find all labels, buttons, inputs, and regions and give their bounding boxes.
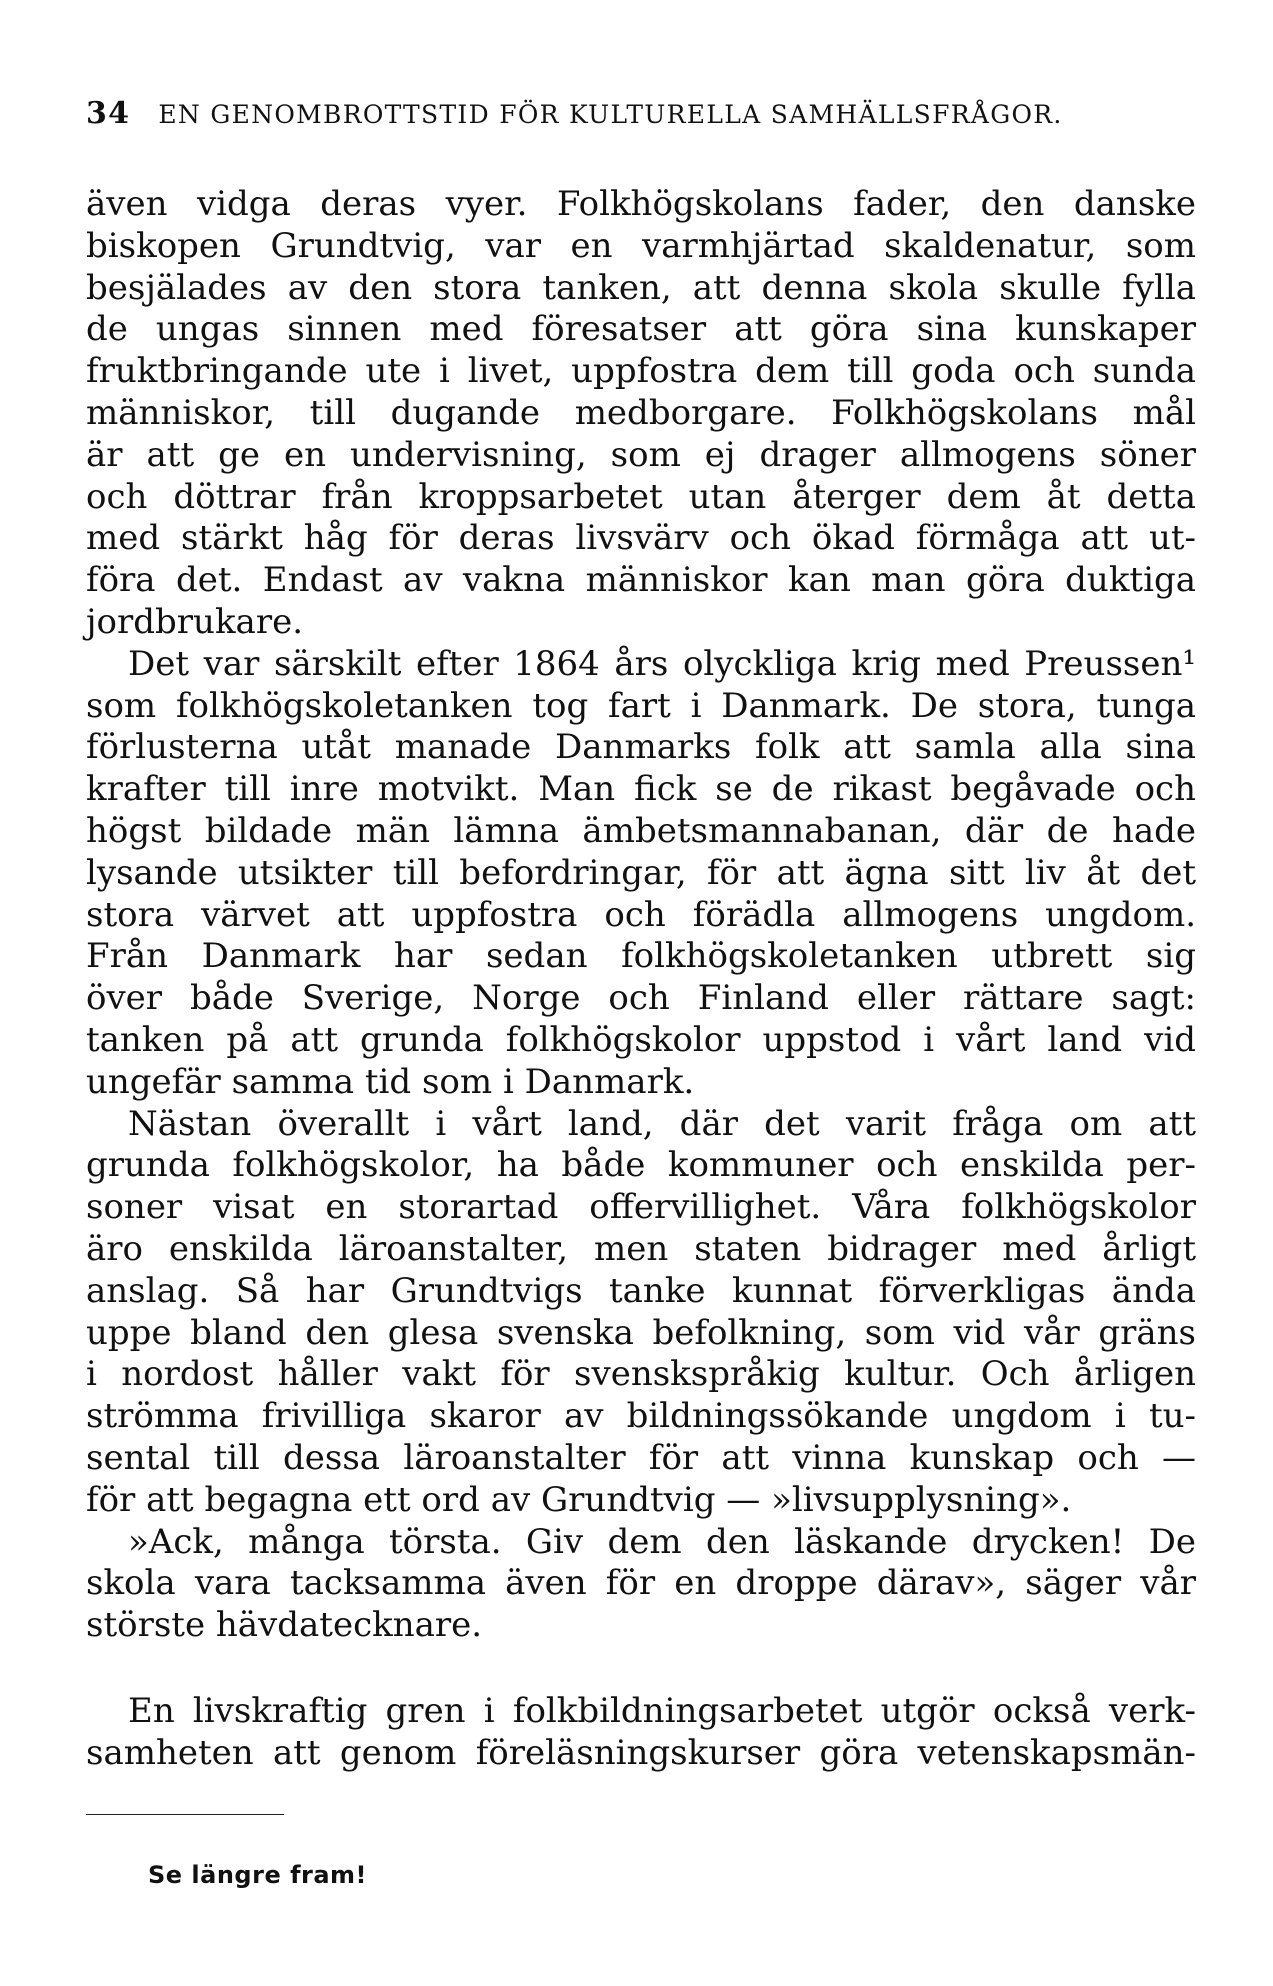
text-line: fruktbringande ute i livet, uppfostra dem till goda och sunda bbox=[86, 351, 1196, 392]
text-line: »Ack, många törsta. Giv dem den läskande drycken! De bbox=[128, 1521, 1196, 1562]
text-line: besjälades av den stora tanken, att denna skola skulle fylla bbox=[86, 267, 1196, 308]
body-text bbox=[86, 184, 1196, 1774]
text-line: över både Sverige, Norge och Finland eller rättare sagt: bbox=[86, 978, 1196, 1019]
text-line: är att ge en undervisning, som ej drager allmogens söner bbox=[86, 434, 1196, 475]
text-line: som folkhögskoletanken tog fart i Danmark. De stora, tunga bbox=[86, 685, 1196, 726]
text-line: En livskraftig gren i folkbildningsarbetet utgör också verk- bbox=[128, 1690, 1196, 1731]
text-line: äro enskilda läroanstalter, men staten bidrager med årligt bbox=[86, 1228, 1196, 1269]
text-line: Från Danmark har sedan folkhögskoletanken utbrett sig bbox=[86, 936, 1196, 977]
text-line: biskopen Grundtvig, var en varmhjärtad skaldenatur, som bbox=[86, 225, 1196, 266]
text-line: med stärkt håg för deras livsvärv och ökad förmåga att ut- bbox=[86, 518, 1196, 559]
text-line: föra det. Endast av vakna människor kan man göra duktiga bbox=[86, 560, 1196, 601]
text-line: högst bildade män lämna ämbetsmannabanan, där de hade bbox=[86, 810, 1196, 851]
text-line: störste hävdatecknare. bbox=[86, 1605, 483, 1646]
text-line: anslag. Så har Grundtvigs tanke kunnat förverkligas ända bbox=[86, 1270, 1196, 1311]
text-line: skola vara tacksamma även för en droppe därav», säger vår bbox=[86, 1563, 1196, 1604]
text-line: Det var särskilt efter 1864 års olyckliga krig med Preussen¹ bbox=[128, 643, 1196, 684]
text-line: strömma frivilliga skaror av bildningssökande ungdom i tu- bbox=[86, 1396, 1196, 1437]
text-line: för att begagna ett ord av Grundtvig — »livsupplysning». bbox=[86, 1479, 1072, 1520]
text-line: Nästan överallt i vårt land, där det varit fråga om att bbox=[128, 1103, 1196, 1144]
text-line: även vidga deras vyer. Folkhögskolans fader, den danske bbox=[86, 184, 1196, 224]
text-line: lysande utsikter till befordringar, för att ägna sitt liv åt det bbox=[86, 852, 1196, 893]
text-line: i nordost håller vakt för svenskspråkig kultur. Och årligen bbox=[86, 1354, 1196, 1395]
text-line: människor, till dugande medborgare. Folkhögskolans mål bbox=[86, 392, 1196, 433]
footnote: Se längre fram! bbox=[148, 1861, 367, 1889]
running-header bbox=[86, 96, 1196, 131]
text-line: stora värvet att uppfostra och förädla allmogens ungdom. bbox=[86, 894, 1196, 935]
text-line: de ungas sinnen med föresatser att göra sina kunskaper bbox=[86, 309, 1196, 350]
text-line: krafter till inre motvikt. Man fick se de rikast begåvade och bbox=[86, 769, 1196, 810]
page-number: 34 bbox=[86, 96, 131, 131]
text-line: uppe bland den glesa svenska befolkning, som vid vår gräns bbox=[86, 1312, 1196, 1353]
text-line: ungefär samma tid som i Danmark. bbox=[86, 1061, 695, 1102]
text-line: samheten att genom föreläsningskurser göra vetenskapsmän- bbox=[86, 1732, 1196, 1773]
text-line: förlusterna utåt manade Danmarks folk att samla alla sina bbox=[86, 727, 1196, 768]
text-line: tanken på att grunda folkhögskolor uppstod i vårt land vid bbox=[86, 1019, 1196, 1060]
text-line: grunda folkhögskolor, ha både kommuner och enskilda per- bbox=[86, 1145, 1196, 1186]
text-line: jordbrukare. bbox=[86, 601, 303, 642]
footnote-rule bbox=[86, 1814, 284, 1815]
text-line: och döttrar från kroppsarbetet utan återger dem åt detta bbox=[86, 476, 1196, 517]
text-line: soner visat en storartad offervillighet. Våra folkhögskolor bbox=[86, 1187, 1196, 1228]
text-line: sental till dessa läroanstalter för att vinna kunskap och — bbox=[86, 1437, 1196, 1478]
running-title: EN GENOMBROTTSTID FÖR KULTURELLA SAMHÄLLSFRÅGOR. bbox=[158, 100, 1063, 129]
